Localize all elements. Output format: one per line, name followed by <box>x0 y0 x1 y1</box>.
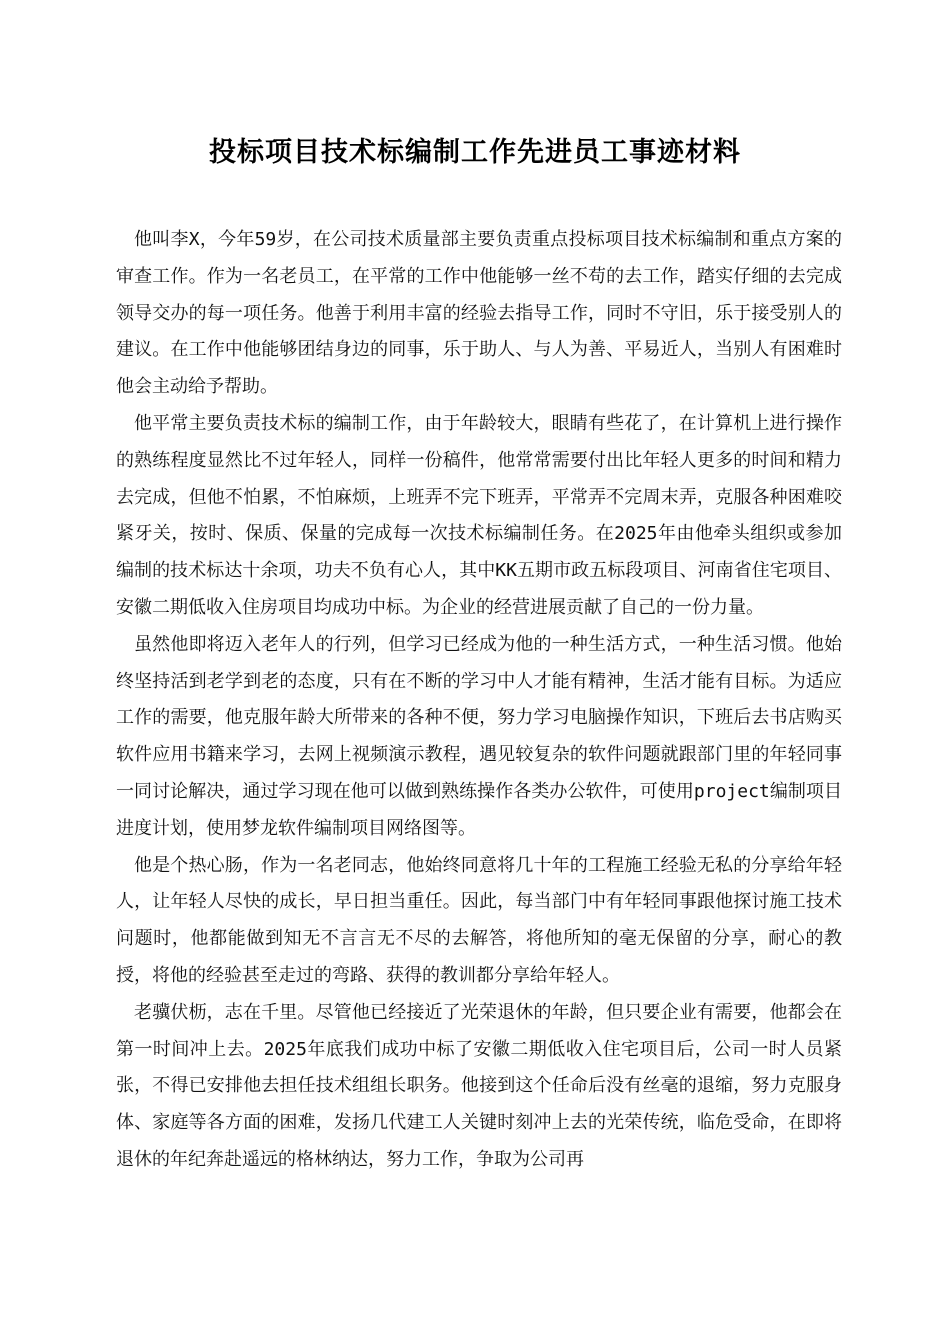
document-title: 投标项目技术标编制工作先进员工事迹材料 <box>209 137 741 168</box>
paragraph-1: 他叫李X，今年59岁，在公司技术质量部主要负责重点投标项目技术标编制和重点方案的审查工作。作为一名老员工，在平常的工作中他能够一丝不苟的去工作，踏实仔细的去完成领导交办的每一项任务。他善于利用丰富的经验去指导工作，同时不守旧，乐于接受别人的建议。在工作中他能够团结身边的同事，乐于助人、与人为善、平易近人，当别人有困难时他会主动给予帮助。 <box>116 229 842 398</box>
paragraph-2: 他平常主要负责技术标的编制工作，由于年龄较大，眼睛有些花了，在计算机上进行操作的熟练程度显然比不过年轻人，同样一份稿件，他常常需要付出比年轻人更多的时间和精力去完成，但他不怕累，不怕麻烦，上班弄不完下班弄，平常弄不完周末弄，克服各种困难咬紧牙关，按时、保质、保量的完成每一次技术标编制任务。在2025年由他牵头组织或参加编制的技术标达十余项，功夫不负有心人，其中KK五期市政五标段项目、河南省住宅项目、安徽二期低收入住房项目均成功中标。为企业的经营进展贡献了自己的一份力量。 <box>116 412 842 618</box>
paragraph-3: 虽然他即将迈入老年人的行列，但学习已经成为他的一种生活方式，一种生活习惯。他始终坚持活到老学到老的态度，只有在不断的学习中人才能有精神，生活才能有目标。为适应工作的需要，他克服年龄大所带来的各种不便，努力学习电脑操作知识，下班后去书店购买软件应用书籍来学习，去网上视频演示教程，遇见较复杂的软件问题就跟部门里的年轻同事一同讨论解决，通过学习现在他可以做到熟练操作各类办公软件，可使用project编制项目进度计划，使用梦龙软件编制项目网络图等。 <box>116 633 842 839</box>
document-body <box>116 222 842 1179</box>
paragraph-4: 他是个热心肠，作为一名老同志，他始终同意将几十年的工程施工经验无私的分享给年轻人，让年轻人尽快的成长，早日担当重任。因此，每当部门中有年轻同事跟他探讨施工技术问题时，他都能做到知无不言言无不尽的去解答，将他所知的毫无保留的分享，耐心的教授，将他的经验甚至走过的弯路、获得的教训都分享给年轻人。 <box>116 854 842 986</box>
paragraph-5: 老骥伏枥，志在千里。尽管他已经接近了光荣退休的年龄，但只要企业有需要，他都会在第一时间冲上去。2025年底我们成功中标了安徽二期低收入住宅项目后，公司一时人员紧张，不得已安排他去担任技术组组长职务。他接到这个任命后没有丝毫的退缩，努力克服身体、家庭等各方面的困难，发扬几代建工人关键时刻冲上去的光荣传统，临危受命，在即将退休的年纪奔赴遥远的格林纳达，努力工作，争取为公司再 <box>116 1001 842 1170</box>
